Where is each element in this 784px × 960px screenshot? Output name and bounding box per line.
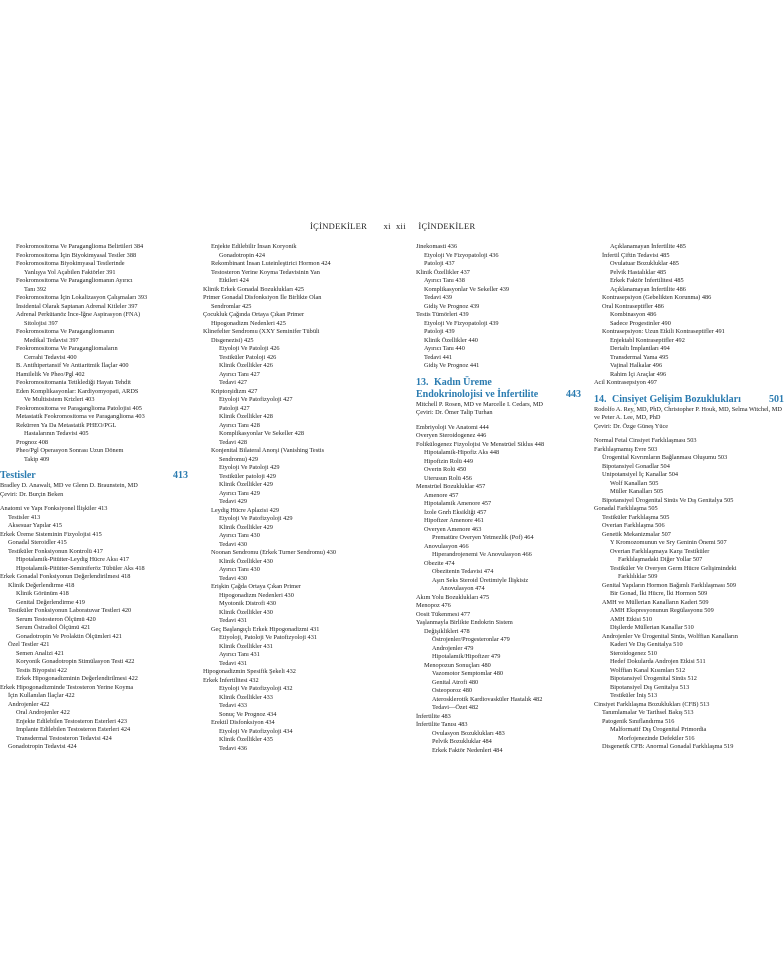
- right-page-number: xii: [396, 221, 406, 231]
- toc-entry: Farklılaşmamış Evre 503: [594, 445, 658, 453]
- toc-entry: Konjenital Bilateral Anorşi (Vanishing Testis: [211, 447, 325, 454]
- toc-entry: Serum Testosteron Ölçümü 420: [16, 615, 96, 623]
- toc-entry: Klinik Özellikler 435: [219, 736, 273, 743]
- chapter-authors: [594, 406, 784, 432]
- toc-entry: Hamilelik Ve Pheo/Pgl 402: [16, 370, 85, 378]
- toc-entry: Unipotansiyel İç Kanallar 504: [602, 471, 679, 478]
- toc-entry: İnfertilite 483: [416, 712, 451, 720]
- toc-entry: Pelvik Hastalıklar 485: [610, 268, 667, 276]
- toc-entry: Ve Multisistem Krizleri 403: [24, 396, 95, 403]
- toc-entry: Bipotansiyel Ürogenital Sinüs 512: [610, 675, 697, 682]
- toc-entry: Sendromu) 429: [219, 455, 259, 463]
- toc-entry: Pelvik Bozukluklar 484: [432, 738, 492, 745]
- chapter-heading-testisler: [0, 470, 188, 482]
- toc-entry: Oral Androjenler 422: [16, 709, 70, 716]
- toc-entry: Tedavi 441: [424, 353, 453, 361]
- chapter-authors: [0, 482, 188, 499]
- left-page-header: [310, 221, 391, 231]
- toc-entry: Morfojenezinde Defektler 516: [618, 734, 695, 742]
- toc-entry: Primer Gonadal Disfonksiyon İle Birlikte Olan: [203, 294, 322, 301]
- toc-entry: Transdermal Testosteron Tedavisi 424: [16, 734, 112, 742]
- toc-entry: Klinik Özellikler 429: [219, 523, 273, 531]
- toc-entry: Androjenler Ve Ürogenital Sinüs, Wolffian Kanalların: [602, 632, 738, 640]
- toc-entry: Medikal Tedavisi 397: [24, 336, 79, 344]
- toc-entry: Testis Tümörleri 439: [416, 311, 469, 318]
- right-header-title: İÇİNDEKİLER: [418, 221, 476, 231]
- toc-entry: İzole Gnrh Eksikliği 457: [424, 508, 487, 516]
- toc-entry: Tedavi 439: [424, 294, 453, 301]
- toc-entry: Osteoporoz 480: [432, 687, 473, 694]
- toc-entry: Takip 409: [24, 455, 50, 463]
- toc-entry: Hipogonadizm Nedenleri 430: [219, 591, 294, 599]
- toc-entry: Klinik Özellikler 437: [416, 268, 470, 276]
- toc-column-3: [416, 243, 581, 755]
- toc-entry: AMH Ekspresyonunun Regülasyonu 509: [610, 607, 714, 614]
- toc-entry: Hastalarının Tedavisi 405: [24, 430, 89, 437]
- toc-entry: Erkek Üreme Sisteminin Fizyolojisi 415: [0, 530, 102, 538]
- toc-entry: Obezitenin Tedavisi 474: [432, 568, 494, 575]
- toc-entry: Hipotalamik-Pitüiter-Seminiferöz Tübüler Aks 418: [16, 564, 145, 572]
- toc-entry: Hipotalamik-Pitüiter-Leydig Hücre Aksı 417: [16, 556, 130, 563]
- authors-line: Bradley D. Anawalt, MD ve Glenn D. Braunstein, MD: [0, 482, 138, 489]
- toc-entry: Etyoloji Ve Patofizyoloji 427: [219, 396, 293, 403]
- toc-entry: Jinekomasti 436: [416, 243, 458, 250]
- toc-entry: Klinik Özellikler 431: [219, 642, 273, 650]
- toc-entry: Klinik Erkek Gonadal Bozuklukları 425: [203, 285, 305, 293]
- toc-entry: Sonuç Ve Prognoz 434: [219, 710, 277, 718]
- toc-entry: Feokromositoma ve Paragangliomа Patolojisi 405: [16, 404, 142, 412]
- toc-entry: Feokromositomania Tetiklediği Hayatı Tehdit: [16, 379, 131, 386]
- toc-entry: Menstrüel Bozukluklar 457: [416, 483, 486, 490]
- toc-entry: Eden Komplikasyonlar: Kardiyomyopati, ARDS: [16, 387, 139, 395]
- chapter-page: 443: [566, 388, 581, 400]
- toc-entry: Ovulatuar Bozukluklar 485: [610, 260, 679, 267]
- toc-entry: Overian Farklılaşmaya Karşı Testiküler: [610, 547, 710, 555]
- toc-entry: Tanımlamalar Ve Tarihsel Bakış 513: [602, 709, 694, 716]
- toc-entry: Erkek Faktör İnfertilitesi 485: [610, 277, 684, 284]
- toc-entry: Feokromositoma Biyokimyasal Testlerinde: [16, 260, 125, 267]
- toc-entry: Androjenler 422: [8, 700, 50, 708]
- toc-entry: Leydig Hücre Aplazisi 429: [211, 506, 280, 514]
- toc-entry: Malformatif Dış Ürogenital Primordia: [610, 726, 707, 733]
- toc-entry: Klinik Özellikler 440: [424, 336, 478, 344]
- toc-entry: Hipofizer Amenore 461: [424, 517, 484, 524]
- toc-entry: Açıklanamayan İnfertilite 485: [610, 243, 686, 250]
- toc-entry: Wolf Kanalları 505: [610, 479, 659, 487]
- toc-entry: Koryonik Gonadotropin Stimülasyon Testi 422: [16, 658, 135, 665]
- toc-entry: Ayırıcı Tanı 438: [424, 277, 465, 284]
- left-header-title: İÇİNDEKİLER: [310, 221, 368, 231]
- toc-entry: Steroidogenez 510: [610, 649, 658, 657]
- toc-entry: Aşırı Seks Steroid Üretimiyle İlişkisiz: [432, 576, 529, 584]
- toc-entry: Feokromositoma Ve Paragangliomа Belirtileri 384: [16, 243, 144, 250]
- toc-entry: Overin Rolü 450: [424, 466, 467, 473]
- toc-entry: Kombinasyon 486: [610, 311, 657, 318]
- toc-entry: Cerrahi Tedavisi 400: [24, 353, 77, 361]
- toc-entry: Serum Östradiol Ölçümü 421: [16, 624, 91, 631]
- chapter-title: Cinsiyet Gelişim Bozuklukları: [612, 393, 741, 405]
- col3-post-list: [416, 424, 581, 756]
- toc-entry: Oral Kontraseptifler 486: [602, 302, 664, 310]
- toc-entry: Klinik Özellikler 428: [219, 413, 273, 420]
- toc-entry: Etyoloji Ve Patofizyoloji 434: [219, 727, 293, 735]
- toc-entry: AMH Etkisi 510: [610, 615, 652, 623]
- chapter-page: 501: [769, 393, 784, 405]
- toc-entry: Klinik Özellikler 433: [219, 693, 273, 701]
- toc-entry: Klinik Özellikler 429: [219, 481, 273, 488]
- toc-entry: Transdermal Yama 495: [610, 353, 669, 361]
- toc-entry: Ovulasyon Bozuklukları 483: [432, 729, 505, 737]
- toc-entry: Bipotansiyel Gonadlar 504: [602, 462, 670, 470]
- toc-entry: Genital Değerlendirme 419: [16, 598, 85, 606]
- toc-entry: Kriptorşidizm 427: [211, 387, 258, 395]
- toc-entry: Implante Edilebilen Testosteron Esterleri 424: [16, 726, 131, 733]
- toc-entry: Vajinal Halkalar 496: [610, 362, 663, 369]
- toc-entry: Feokromositoma İçin Lokalizasyon Çalışmaları 393: [16, 294, 148, 301]
- toc-entry: Çocukluk Çağında Ortaya Çıkan Primer: [203, 311, 305, 318]
- toc-entry: Genetik Mekanizmalar 507: [602, 530, 671, 538]
- toc-entry: Ayırıcı Tanı 429: [219, 489, 260, 497]
- toc-entry: Etiyoloji, Patoloji Ve Patofizyoloji 431: [219, 634, 318, 641]
- toc-entry: Klinik Özellikler 426: [219, 362, 273, 369]
- toc-entry: Testiküler İniş 513: [610, 692, 658, 699]
- toc-entry: Testisler 413: [8, 513, 41, 521]
- toc-entry: Gonadotropin Tedavisi 424: [8, 743, 77, 750]
- toc-entry: Klinik Görünüm 418: [16, 590, 69, 597]
- toc-entry: Myotonik Distrofi 430: [219, 600, 277, 607]
- toc-entry: Tedavi 430: [219, 540, 248, 548]
- toc-entry: Farklılıklar 509: [618, 573, 658, 580]
- toc-entry: Aksesuar Yapılar 415: [8, 522, 63, 529]
- toc-entry: Wolffian Kanal Kısımları 512: [610, 666, 686, 674]
- toc-entry: Hipogonadizm Nedenleri 425: [211, 319, 286, 327]
- toc-entry: Testiküler Patoloji 426: [219, 353, 277, 361]
- chapter-number: 13.: [416, 376, 429, 388]
- toc-entry: Etyoloji Ve Patoloji 429: [219, 464, 280, 471]
- toc-entry: Komplikasyonlar Ve Sekeller 428: [219, 430, 305, 437]
- toc-entry: Disgenetik CFB: Anormal Gonadal Farklılaşma 519: [602, 743, 734, 750]
- toc-entry: Anovulasyon 474: [440, 585, 485, 592]
- toc-entry: İnfertilite Tanısı 483: [416, 721, 468, 728]
- toc-entry: Sadece Progestinler 490: [610, 319, 671, 327]
- toc-entry: Kontrasepsiyon (Gebelikten Korunma) 486: [602, 294, 712, 301]
- toc-entry: Prematüre Overyen Yetmezlik (Pof) 464: [432, 534, 534, 541]
- toc-entry: Erkek Hipogonadizminde Testosteron Yerine Koyma: [0, 683, 134, 691]
- toc-entry: Ayırıcı Tanı 430: [219, 532, 260, 539]
- toc-entry: Gonadal Steroidler 415: [8, 539, 67, 546]
- right-page-header: [396, 221, 475, 231]
- toc-entry: Tedavi 433: [219, 702, 248, 709]
- toc-entry: Semen Analizi 421: [16, 649, 64, 657]
- toc-entry: Patoloji 439: [424, 328, 455, 335]
- chapter-title: Testisler: [0, 470, 36, 481]
- toc-entry: Tedavi 431: [219, 659, 248, 667]
- toc-entry: Etyoloji Ve Patofizyoloji 432: [219, 685, 293, 692]
- toc-entry: Tedavi 431: [219, 617, 248, 624]
- toc-entry: Feokromositoma Ve Paragangliomanın Ayırıcı: [16, 277, 133, 284]
- col3-pre-list: [416, 243, 581, 371]
- toc-entry: Embriyoloji Ve Anatomi 444: [416, 423, 489, 431]
- toc-entry: Erkek İnfertilitesi 432: [203, 676, 259, 684]
- toc-entry: Yanlışya Yol Açabilen Faktörler 391: [24, 268, 116, 276]
- toc-entry: Tanı 392: [24, 285, 47, 293]
- toc-entry: Kontrasepsiyon: Uzun Etkili Kontraseptifler 491: [602, 328, 725, 335]
- toc-entry: Bir Gonad, İki Hücre, İki Hormon 509: [610, 590, 708, 597]
- toc-entry: Tedavi 430: [219, 574, 248, 582]
- toc-entry: Overian Farklılaşma 506: [602, 522, 665, 529]
- toc-entry: Pheo/Pgl Operasyon Sonrası Uzun Dönem: [16, 447, 124, 454]
- toc-entry: Farklılaşmadaki Diğer Yollar 507: [618, 556, 703, 563]
- toc-entry: Tedavi 429: [219, 498, 248, 505]
- toc-entry: Uterusun Rolü 456: [424, 474, 472, 482]
- toc-column-1: [0, 243, 188, 752]
- toc-entry: Hipotalamik-Hipofiz Aks 448: [424, 449, 500, 456]
- toc-entry: Feokromositoma Ve Paragangliomanın: [16, 328, 115, 335]
- toc-entry: Acil Kontrasepsiyon 497: [594, 379, 657, 386]
- toc-entry: Klinik Değerlendirme 418: [8, 581, 75, 589]
- toc-entry: Cinsiyet Farklılaşma Bozuklukları (CFB) 513: [594, 700, 710, 708]
- translator-line: Çeviri: Dr. Özge Güneş Yüce: [594, 422, 669, 430]
- toc-entry: Testiküler Ve Overyen Germ Hücre Gelişimindeki: [610, 564, 737, 572]
- toc-entry: İçin Kullanılan İlaçlar 422: [8, 692, 75, 699]
- chapter-page: 413: [173, 470, 188, 481]
- toc-entry: Bipotansiyel Dış Genitalya 513: [610, 683, 690, 691]
- toc-entry: AMH ve Müllerian Kanalların Kaderi 509: [602, 598, 709, 606]
- chapter-title: Kadın Üreme Endokrinolojisi ve İnfertilite: [416, 376, 539, 400]
- toc-entry: Overyen Amenore 463: [424, 525, 482, 533]
- toc-entry: Disgenezisi) 425: [211, 336, 254, 344]
- col2-list: [203, 243, 393, 753]
- toc-entry: Kaderi Ve Dış Genitalya 510: [610, 641, 683, 648]
- toc-entry: Etkileri 424: [219, 277, 249, 284]
- toc-entry: Genital Yapıların Hormon Bağımlı Farklılaşması 509: [602, 581, 736, 589]
- toc-entry: Erkek Faktör Nedenleri 484: [432, 746, 503, 754]
- toc-entry: Klinik Özellikler 430: [219, 557, 273, 565]
- toc-entry: Tedavi—Özet 482: [432, 704, 479, 711]
- toc-entry: Testiküler Farklılaşma 505: [602, 513, 670, 521]
- toc-entry: Feokromositoma İçin Biyokimyasal Testler 388: [16, 251, 137, 259]
- toc-entry: Tedavi 427: [219, 379, 248, 386]
- toc-entry: Gidiş Ve Prognoz 439: [424, 302, 480, 310]
- toc-entry: Etyoloji Ve Patoloji 426: [219, 345, 280, 352]
- toc-entry: Testiküler Fonksiyonun Kontrolü 417: [8, 547, 103, 555]
- toc-entry: Hipotalamik/Hipofizer 479: [432, 653, 501, 660]
- toc-entry: Klinik Özellikler 430: [219, 608, 273, 616]
- toc-entry: Normal Fetal Cinsiyet Farklılaşması 503: [594, 437, 697, 444]
- toc-entry: Ayırıcı Tanı 427: [219, 370, 260, 378]
- toc-entry: Enjektabl Kontraseptifler 492: [610, 336, 685, 344]
- toc-entry: Obezite 474: [424, 559, 455, 567]
- toc-entry: Testiküler patoloji 429: [219, 472, 276, 480]
- toc-entry: İnfertil Çiftin Tedavisi 485: [602, 251, 670, 259]
- authors-line: Rodolfo A. Rey, MD, PhD, Christopher P. Houk, MD, Selma Witchel, MD ve Peter A. Lee, MD, PhD: [594, 405, 782, 421]
- toc-entry: Geç Başlangıçlı Erkek Hipogonadizmi 431: [211, 625, 320, 633]
- toc-entry: Etyoloji Ve Patofizyoloji 429: [219, 515, 293, 522]
- toc-entry: Erektil Disfonksiyon 434: [211, 719, 275, 726]
- toc-entry: Sitolojisi 397: [24, 319, 58, 327]
- toc-entry: Anovulasyon 466: [424, 542, 469, 550]
- toc-entry: Patogenik Sınıflandırma 516: [602, 717, 675, 725]
- toc-entry: Gidiş Ve Prognoz 441: [424, 362, 480, 369]
- toc-entry: B. Antihipertansif Ve Antiaritmik İlaçlar 400: [16, 362, 129, 369]
- toc-entry: Prognoz 408: [16, 438, 49, 446]
- toc-entry: İnsidental Olarak Saptanan Adrenal Kitleler 397: [16, 302, 138, 310]
- col4-pre-list: [594, 243, 784, 388]
- toc-entry: Testosteron Yerine Koyma Tedavisinin Yan: [211, 268, 320, 276]
- toc-entry: Androjenler 479: [432, 644, 474, 652]
- toc-entry: Patoloji 427: [219, 404, 250, 412]
- toc-entry: Enjekte Edilebilir İnsan Koryonik: [211, 243, 297, 250]
- toc-entry: Gonadotropin 424: [219, 251, 265, 259]
- toc-entry: Etyoloji Ve Fizyopatoloji 436: [424, 251, 499, 259]
- toc-entry: Folikülogenez Fizyolojisi Ve Menstrüel Siklus 448: [416, 440, 545, 448]
- toc-entry: Ayırıcı Tanı 431: [219, 651, 260, 658]
- toc-entry: Sendromlar 425: [211, 302, 252, 310]
- toc-entry: Özel Testler 421: [8, 641, 50, 648]
- toc-entry: Rekürren Ya Da Metastatik PHEO/PGL: [16, 421, 117, 429]
- toc-entry: Ürogenital Kıvrımların Bağlanması Oluşumu 503: [602, 454, 728, 461]
- toc-entry: Menopoz 476: [416, 602, 451, 609]
- toc-entry: Noonan Sendromu (Erkek Turner Sendromu) 430: [211, 549, 337, 556]
- toc-entry: Erkek Gonadal Fonksiyonun Değerlendirilmesi 418: [0, 573, 131, 580]
- translator-line: Çeviri: Dr. Ömer Talip Turhan: [416, 409, 493, 416]
- translator-line: Çeviri: Dr. Burçin Beken: [0, 490, 64, 498]
- toc-entry: Gonadotropin Ve Prolaktin Ölçümleri 421: [16, 632, 122, 640]
- toc-entry: Genital Atrofi 480: [432, 678, 479, 686]
- toc-entry: Overyen Steroidogenez 446: [416, 432, 487, 439]
- toc-column-4: [594, 243, 784, 752]
- toc-entry: Tedavi 428: [219, 438, 248, 446]
- toc-entry: Rekombinant İnsan Luteinleştirici Hormon 424: [211, 260, 331, 267]
- toc-entry: Adrenal Perkütanöz İnce-İğne Aspirasyon (FNA): [16, 311, 141, 318]
- toc-entry: Etyoloji Ve Fizyopatoloji 439: [424, 319, 499, 327]
- toc-entry: Amenore 457: [424, 491, 459, 499]
- toc-entry: Menopozun Sonuçları 480: [424, 661, 491, 669]
- toc-entry: Hipofizin Rolü 449: [424, 457, 473, 465]
- toc-entry: Komplikasyonlar Ve Sekeller 439: [424, 285, 510, 293]
- toc-entry: Dişilerde Müllerian Kanallar 510: [610, 624, 694, 631]
- toc-entry: Müller Kanalları 505: [610, 488, 664, 495]
- col1-pre-list: [0, 243, 188, 464]
- toc-entry: Testis Biyopsisi 422: [16, 666, 67, 674]
- toc-entry: Gonadal Farklılaşma 505: [594, 505, 658, 512]
- toc-entry: Vazomotor Semptomlar 480: [432, 670, 504, 677]
- toc-entry: Derialtı İmplantları 494: [610, 345, 670, 352]
- toc-entry: Bipotansiyel Ürogenital Sinüs Ve Dış Genitalya 505: [602, 496, 734, 504]
- toc-entry: Erişkin Çağda Ortaya Çıkan Primer: [211, 583, 301, 590]
- toc-entry: Tedavi 436: [219, 744, 248, 752]
- toc-entry: Östrojenler/Progesteronlar 479: [432, 636, 510, 643]
- toc-entry: Testiküler Fonksiyonun Laboratuvar Testleri 420: [8, 607, 132, 614]
- toc-entry: Oosit Tükenmesi 477: [416, 610, 471, 618]
- toc-entry: Yaşlanmayla Birlikte Endokrin Sistem: [416, 619, 513, 626]
- toc-entry: Değişiklikleri 478: [424, 627, 470, 635]
- toc-entry: Feokromositoma Ve Paragangliomaların: [16, 345, 118, 352]
- toc-entry: Rahim İçi Araçlar 496: [610, 370, 667, 378]
- col1-post-list: [0, 505, 188, 752]
- left-page-number: xi: [383, 221, 391, 231]
- toc-entry: Ayırıcı Tanı 440: [424, 345, 465, 352]
- toc-entry: Metastatik Feokromositoma ve Paraganglioma 403: [16, 413, 145, 420]
- toc-entry: Açıklanamayan İnfertilite 486: [610, 285, 686, 293]
- authors-line: Mitchell P. Rosen, MD ve Marcelle I. Cedars, MD: [416, 400, 543, 408]
- col4-post-list: [594, 437, 784, 752]
- toc-entry: Erkek Hipogonadizminin Değerlendirilmesi 422: [16, 675, 138, 682]
- toc-entry: Enjekte Edilebilen Testosteron Esterleri 423: [16, 717, 128, 725]
- chapter-heading-13: [416, 377, 581, 401]
- chapter-authors: [416, 401, 581, 418]
- toc-entry: Hedef Dokularda Androjen Etkisi 511: [610, 658, 706, 665]
- toc-entry: Anatomi ve Yapı Fonksiyonel İlişkiler 413: [0, 505, 108, 512]
- toc-entry: Hipotalamik Amenore 457: [424, 500, 492, 507]
- toc-entry: Aterosklerotik Kardiovasküler Hastalık 482: [432, 695, 543, 703]
- toc-entry: Akım Yolu Bozuklukları 475: [416, 593, 490, 601]
- chapter-heading-14: [594, 394, 784, 406]
- toc-entry: Hiperandrojenemi Ve Anovulasyon 466: [432, 551, 532, 558]
- toc-column-2: [203, 243, 393, 753]
- toc-entry: Y Kromozomunun ve Sry Geninin Önemi 507: [610, 539, 727, 546]
- toc-entry: Hipogonadizmin Spesifik Şekeli 432: [203, 668, 296, 675]
- chapter-number: 14.: [594, 393, 607, 405]
- toc-entry: Patoloji 437: [424, 260, 455, 267]
- toc-entry: Klinefelter Sendromu (XXY Seminifer Tübüli: [203, 328, 320, 335]
- toc-entry: Ayırıcı Tanı 430: [219, 566, 260, 573]
- toc-entry: Ayırıcı Tanı 428: [219, 421, 260, 429]
